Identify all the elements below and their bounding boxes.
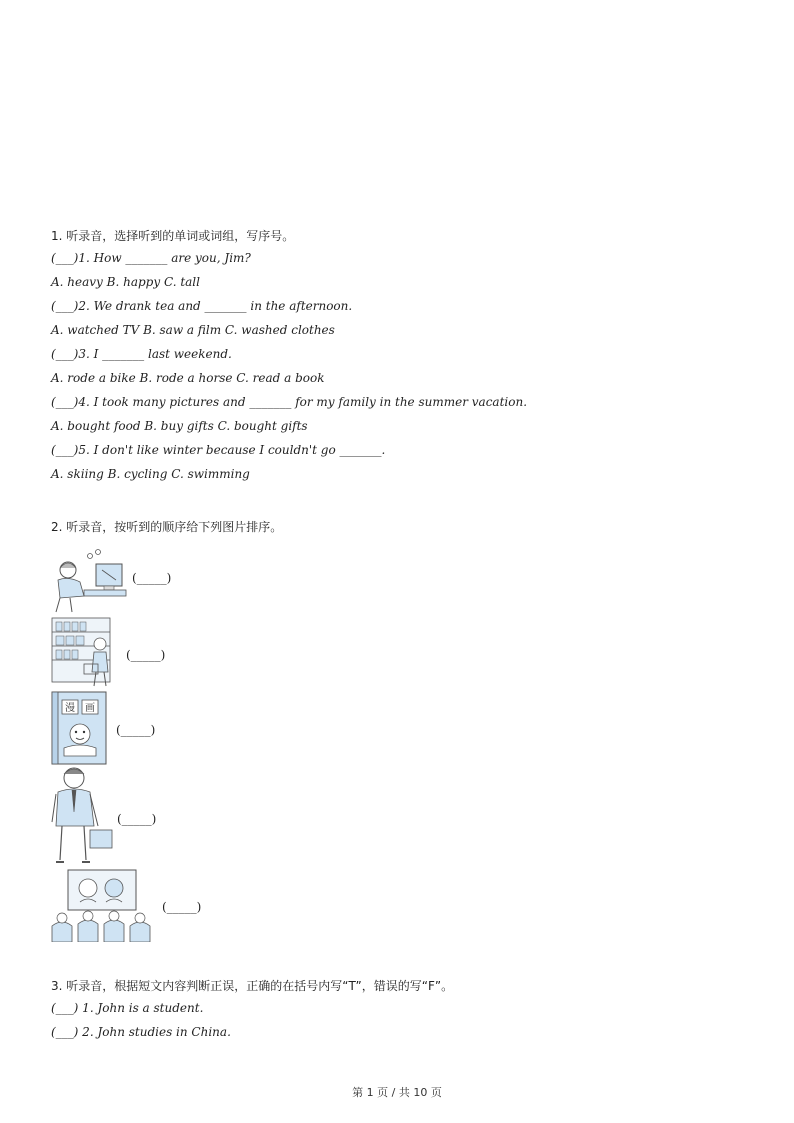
comic-char-1: 漫 <box>65 703 75 714</box>
question-2: (___)2. We drank tea and _______ in the afternoon. <box>51 299 353 313</box>
statement-1: (___) 1. John is a student. <box>51 1001 204 1015</box>
question-1: (___)1. How _______ are you, Jim? <box>51 251 251 265</box>
options-1: A. heavy B. happy C. tall <box>51 275 200 289</box>
question-4: (___)4. I took many pictures and _______ for my family in the summer vacation. <box>51 395 528 409</box>
blank-4: (_____) <box>117 812 157 826</box>
options-3: A. rode a bike B. rode a horse C. read a book <box>51 371 325 385</box>
question-5: (___)5. I don't like winter because I couldn't go _______. <box>51 443 386 457</box>
section-1-title: 1. 听录音，选择听到的单词或词组，写序号。 <box>51 229 295 243</box>
section-2-title: 2. 听录音，按听到的顺序给下列图片排序。 <box>51 520 283 534</box>
blank-1: (_____) <box>132 571 172 585</box>
blank-3: (_____) <box>116 723 156 737</box>
options-2: A. watched TV B. saw a film C. washed clothes <box>51 323 335 337</box>
section-3-title: 3. 听录音，根据短文内容判断正误，正确的在括号内写“T”，错误的写“F”。 <box>51 979 454 993</box>
options-4: A. bought food B. buy gifts C. bought gifts <box>51 419 308 433</box>
question-3: (___)3. I _______ last weekend. <box>51 347 232 361</box>
statement-2: (___) 2. John studies in China. <box>51 1025 231 1039</box>
blank-5: (_____) <box>162 900 202 914</box>
cinema-illustration <box>50 868 158 942</box>
computer-user-illustration <box>50 548 130 614</box>
options-5: A. skiing B. cycling C. swimming <box>51 467 250 481</box>
comic-char-2: 画 <box>85 703 95 714</box>
businessman-illustration <box>50 764 116 866</box>
page-footer: 第 1 页 / 共 10 页 <box>352 1086 442 1099</box>
comic-book-illustration <box>50 690 110 766</box>
supermarket-illustration <box>50 614 124 688</box>
blank-2: (_____) <box>126 648 166 662</box>
